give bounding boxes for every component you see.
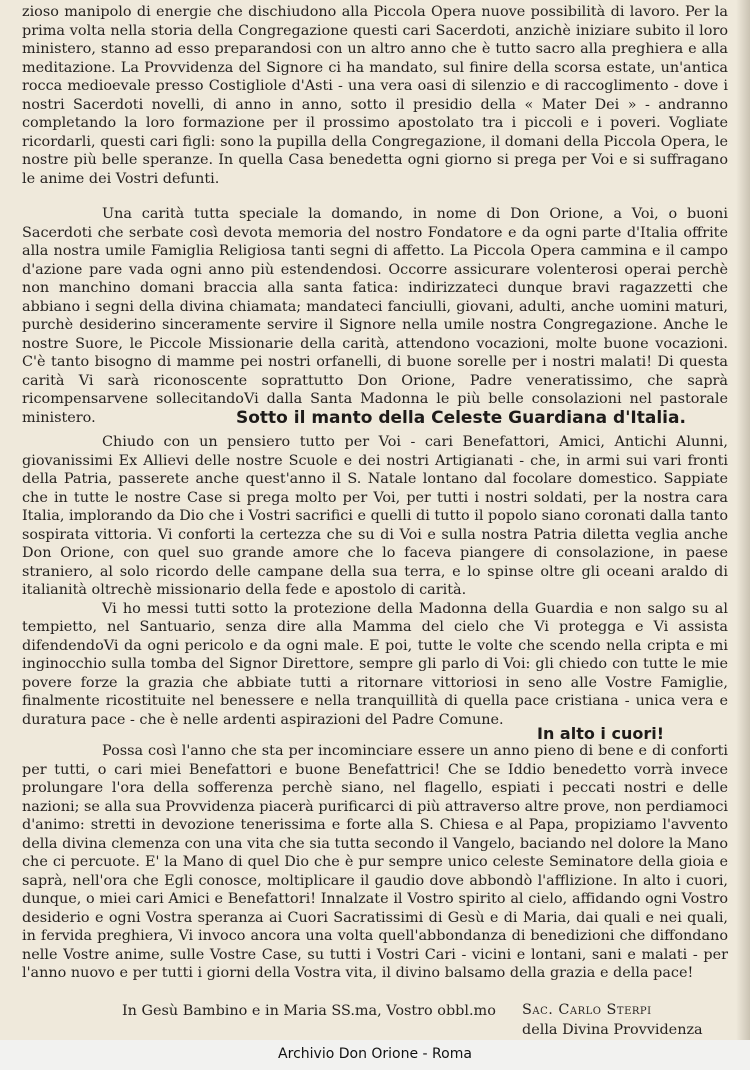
archive-footer	[0, 1040, 750, 1070]
signature	[522, 1000, 703, 1040]
paragraph-block-new-year	[22, 742, 728, 983]
page-edge-shadow	[736, 0, 750, 1040]
signature-name: Sac. Carlo Sterpi	[522, 1002, 652, 1018]
paragraph-block-soldiers	[22, 433, 728, 729]
paragraph-block-charity-request	[22, 205, 728, 427]
archive-footer-label: Archivio Don Orione - Roma	[278, 1046, 472, 1062]
paragraph-3: Chiudo con un pensiero tutto per Voi - cari Benefattori, Amici, Antichi Alunni, giovanissimi Ex Allievi delle nostre Scuole e dei nostri Artigianati - che, in armi sui vari fronti della Patria, passerete anche quest'anno il S. Natale lontano dal focolare domestico. Sappiate che in tutte le nostre Case si prega molto per Voi, per tutti i nostri soldati, per la nostra cara Italia, implorando da Dio che i Vostri sacrifici e quelli di tutto il popolo siano coronati dalla tanto sospirata vittoria. Vi conforti la certezza che su di Voi e sulla nostra Patria diletta veglia anche Don Orione, con quel suo grande amore che lo faceva piangere di consolazione, in paese straniero, al solo ricordo delle campane della sua terra, e lo spinse oltre gli oceani araldo di italianità oltrechè missionario della fede e apostolo di carità.	[22, 434, 728, 598]
signature-title: della Divina Provvidenza	[522, 1022, 703, 1038]
paragraph-4: Vi ho messi tutti sotto la protezione della Madonna della Guardia e non salgo su al tempietto, nel Santuario, senza dire alla Mamma del cielo che Vi protegga e Vi assista difendendoVi da ogni pericolo e da ogni male. E poi, tutte le volte che scendo nella cripta e mi inginocchio sulla tomba del Signor Direttore, sempre gli parlo di Voi: gli chiedo con tutte le mie povere forze la grazia che abbiate tutti a ritornare vittoriosi in seno alle Vostre Famiglie, finalmente ricostituite nel benessere e nella tranquillità di quella pace cristiana - unica vera e duratura pace - che è nelle ardenti aspirazioni del Padre Comune.	[22, 600, 728, 728]
closing-greeting: In Gesù Bambino e in Maria SS.ma, Vostro obbl.mo	[122, 1003, 496, 1019]
section-heading-celeste-guardiana: Sotto il manto della Celeste Guardiana d'Italia.	[236, 408, 686, 428]
paragraph-5: Possa così l'anno che sta per incominciare essere un anno pieno di bene e di conforti per tutti, o cari miei Benefattori e buone Benefattrici! Che se Iddio benedetto vorrà invece prolungare l'ora della sofferenza perchè siano, nel flagello, espiati i peccati nostri e delle nazioni; se alla sua Provvidenza piacerà purificarci di più attraverso altre prove, non perdiamoci d'animo: stretti in devozione tenerissima e forte alla S. Chiesa e al Papa, propiziamo l'avvento della divina clemenza con una vita che sia tutta secondo il Vangelo, baciando nel dolore la Mano che ci percuote. E' la Mano di quel Dio che è pur sempre unico celeste Seminatore della gioia e saprà, nell'ora che Egli conosce, moltiplicare il gaudio dove abbondò l'afflizione. In alto i cuori, dunque, o miei cari Amici e Benefattori! Innalzate il Vostro spirito al cielo, affidando ogni Vostro desiderio e ogni Vostra speranza ai Cuori Sacratissimi di Gesù e di Maria, dai quali e nei quali, in fervida preghiera, Vi invoco ancora una volta quell'abbondanza di benedizioni che diffondano nelle Vostre anime, sulle Vostre Case, su tutti i Vostri Cari - vicini e lontani, sani e malati - per l'anno nuovo e per tutti i giorni della Vostra vita, il divino balsamo della grazia e della pace!	[22, 743, 728, 981]
paragraph-2: Una carità tutta speciale la domando, in nome di Don Orione, a Voi, o buoni Sacerdoti che serbate così devota memoria del nostro Fondatore e da ogni parte d'Italia offrite alla nostra umile Famiglia Religiosa tanti segni di affetto. La Piccola Opera cammina e il campo d'azione pare vada ogni anno più estendendosi. Occorre assicurare volenterosi operai perchè non manchino domani braccia alla santa fatica: indirizzateci dunque bravi ragazzetti che abbiano i segni della divina chiamata; mandateci fanciulli, giovani, adulti, anche uomini maturi, purchè desiderino sinceramente servire il Signore nella umile nostra Congregazione. Anche le nostre Suore, le Piccole Missionarie della carità, attendono vocazioni, molte buone vocazioni. C'è tanto bisogno di mamme pei nostri orfanelli, di buone sorelle per i nostri malati! Di questa carità Vi sarà riconoscente soprattutto Don Orione, Padre veneratissimo, che saprà ricompensarvene sollecitandoVi dalla Santa Madonna le più belle consolazioni nel pastorale ministero.	[22, 206, 728, 426]
paragraph-1: zioso manipolo di energie che dischiudono alla Piccola Opera nuove possibilità di lavoro. Per la prima volta nella storia della Congregazione questi cari Sacerdoti, anzichè iniziare subito il loro ministero, stanno ad esso preparandosi con un altro anno che è tutto sacro alla preghiera e alla meditazione. La Provvidenza del Signore ci ha mandato, sul finire della scorsa estate, un'antica rocca medioevale presso Costigliole d'Asti - una vera oasi di silenzio e di raccoglimento - dove i nostri Sacerdoti novelli, di anno in anno, sotto il presidio della « Mater Dei » - andranno completando la loro formazione per il prossimo apostolato tra i piccoli e i poveri. Vogliate ricordarli, questi cari figli: sono la pupilla della Congregazione, il domani della Piccola Opera, le nostre più belle speranze. In quella Casa benedetta ogni giorno si prega per Voi e si suffragano le anime dei Vostri defunti.	[22, 4, 728, 187]
paragraph-block-vocations-priests	[22, 3, 728, 188]
section-heading-in-alto-i-cuori: In alto i cuori!	[537, 724, 664, 743]
